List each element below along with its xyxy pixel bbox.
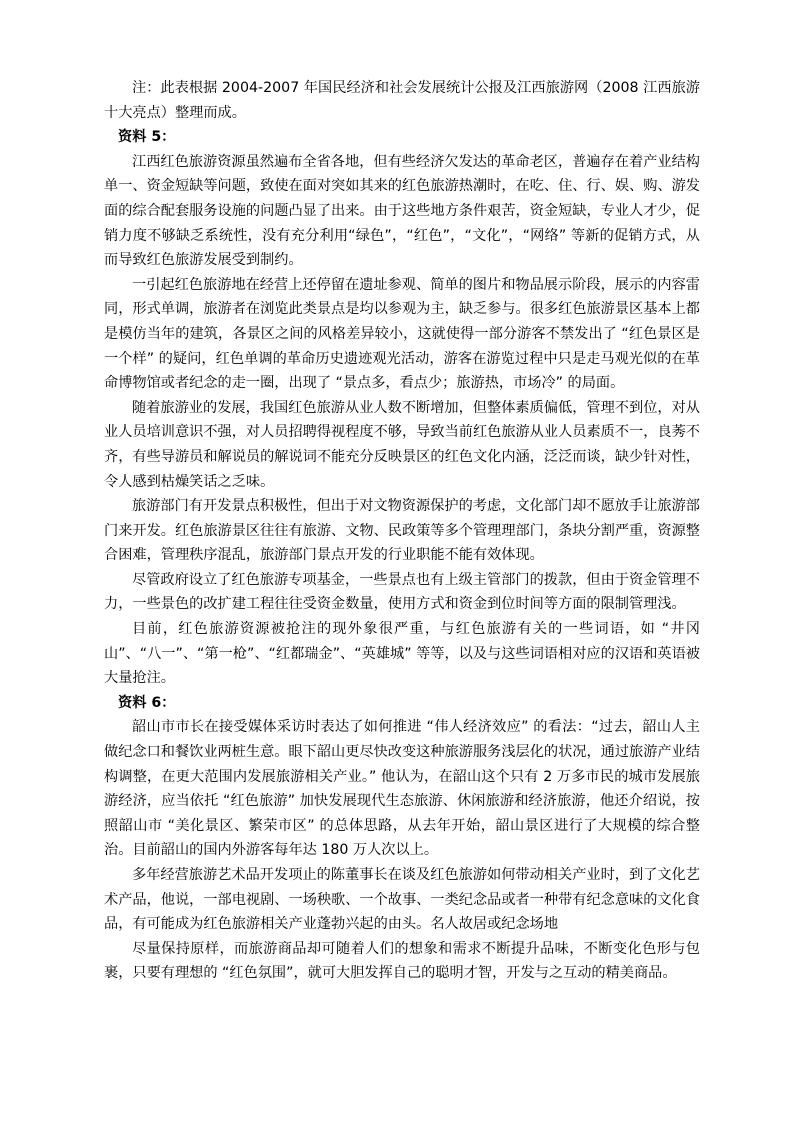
document-body: [104, 76, 700, 986]
material-5-paragraph: 江西红色旅游资源虽然遍布全省各地，但有些经济欠发达的革命老区，普遍存在着产业结构单一、资金短缺等问题，致使在面对突如其来的红色旅游热潮时，在吃、住、行、娱、购、游发面的综合配套服务设施的问题凸显了出来。由于这些地方条件艰苦，资金短缺，专业人才少，促销力度不够缺乏系统性，没有充分利用“绿色”，“红色”，“文化”，“网络” 等新的促销方式，从而导致红色旅游发展受到制约。: [104, 153, 700, 269]
table-source-note: 注：此表根据 2004-2007 年国民经济和社会发展统计公报及江西旅游网（2008 江西旅游十大亮点）整理而成。: [104, 80, 700, 121]
material-6-paragraph: 韶山市市长在接受媒体采访时表达了如何推进 “伟人经济效应” 的看法：“过去，韶山人主做纪念口和餐饮业两桩生意。眼下韶山更尽快改变这种旅游服务浅层化的状况，通过旅游产业结构调整，在更大范围内发展旅游相关产业。” 他认为，在韶山这个只有 2 万多市民的城市发展旅游经济，应当依托 “红色旅游” 加快发展现代生态旅游、休闲旅游和经济旅游，他还介绍说，按照韶山市 “美化景区、繁荣市区” 的总体思路，从去年开始，韶山景区进行了大规模的综合整治。目前韶山的国内外游客每年达 180 万人次以上。: [104, 719, 700, 859]
material-5-paragraph: 一引起红色旅游地在经营上还停留在遗址参观、简单的图片和物品展示阶段，展示的内容雷同，形式单调，旅游者在浏览此类景点是均以参观为主，缺乏参与。很多红色旅游景区基本上都是模仿当年的建筑，各景区之间的风格差异较小，这就使得一部分游客不禁发出了 “红色景区是一个样” 的疑问，红色单调的革命历史遗迹观光活动，游客在游览过程中只是走马观光似的在革命博物馆或者纪念的走一圈，出现了 “景点多，看点少；旅游热，市场冷” 的局面。: [104, 276, 700, 392]
material-6-heading: 资料 6：: [118, 694, 176, 711]
material-6-paragraph: 尽量保持原样，而旅游商品却可随着人们的想象和需求不断提升品味，不断变化色形与包裹，只要有理想的 “红色氛围”，就可大胆发挥自己的聪明才智，开发与之互动的精美商品。: [104, 940, 700, 982]
material-5-paragraph: 尽管政府设立了红色旅游专项基金，一些景点也有上级主管部门的拨款，但由于资金管理不力，一些景色的改扩建工程往往受资金数量，使用方式和资金到位时间等方面的限制管理浅。: [104, 571, 700, 613]
material-5-paragraph: 随着旅游业的发展，我国红色旅游从业人数不断增加，但整体素质偏低，管理不到位，对从业人员培训意识不强，对人员招聘得视程度不够，导致当前红色旅游从业人员素质不一，良莠不齐，有些导游员和解说员的解说词不能充分反映景区的红色文化内涵，泛泛而谈，缺少针对性，令人感到枯燥笑话之乏味。: [104, 399, 700, 490]
material-5-paragraph: 旅游部门有开发景点积极性，但出于对文物资源保护的考虑，文化部门却不愿放手让旅游部门来开发。红色旅游景区往往有旅游、文物、民政策等多个管理理部门，条块分割严重，资源整合困难，管理秩序混乱，旅游部门景点开发的行业职能不能有效体现。: [104, 498, 700, 564]
material-5-paragraph: 目前，红色旅游资源被抢注的现外象很严重，与红色旅游有关的一些词语，如 “井冈山”、“八一”、“第一枪”、“红都瑞金”、“英雄城” 等等，以及与这些词语相对应的汉语和英语被大量抢注。: [104, 621, 700, 687]
material-5-heading: 资料 5：: [118, 129, 176, 146]
material-6-paragraph: 多年经营旅游艺术品开发项止的陈董事长在谈及红色旅游如何带动相关产业时，到了文化艺术产品，他说，一部电视剧、一场秧歌、一个故事、一类纪念品或者一种带有纪念意味的文化食品，有可能成为红色旅游相关产业蓬勃兴起的由头。名人故居或纪念场地: [104, 867, 700, 933]
